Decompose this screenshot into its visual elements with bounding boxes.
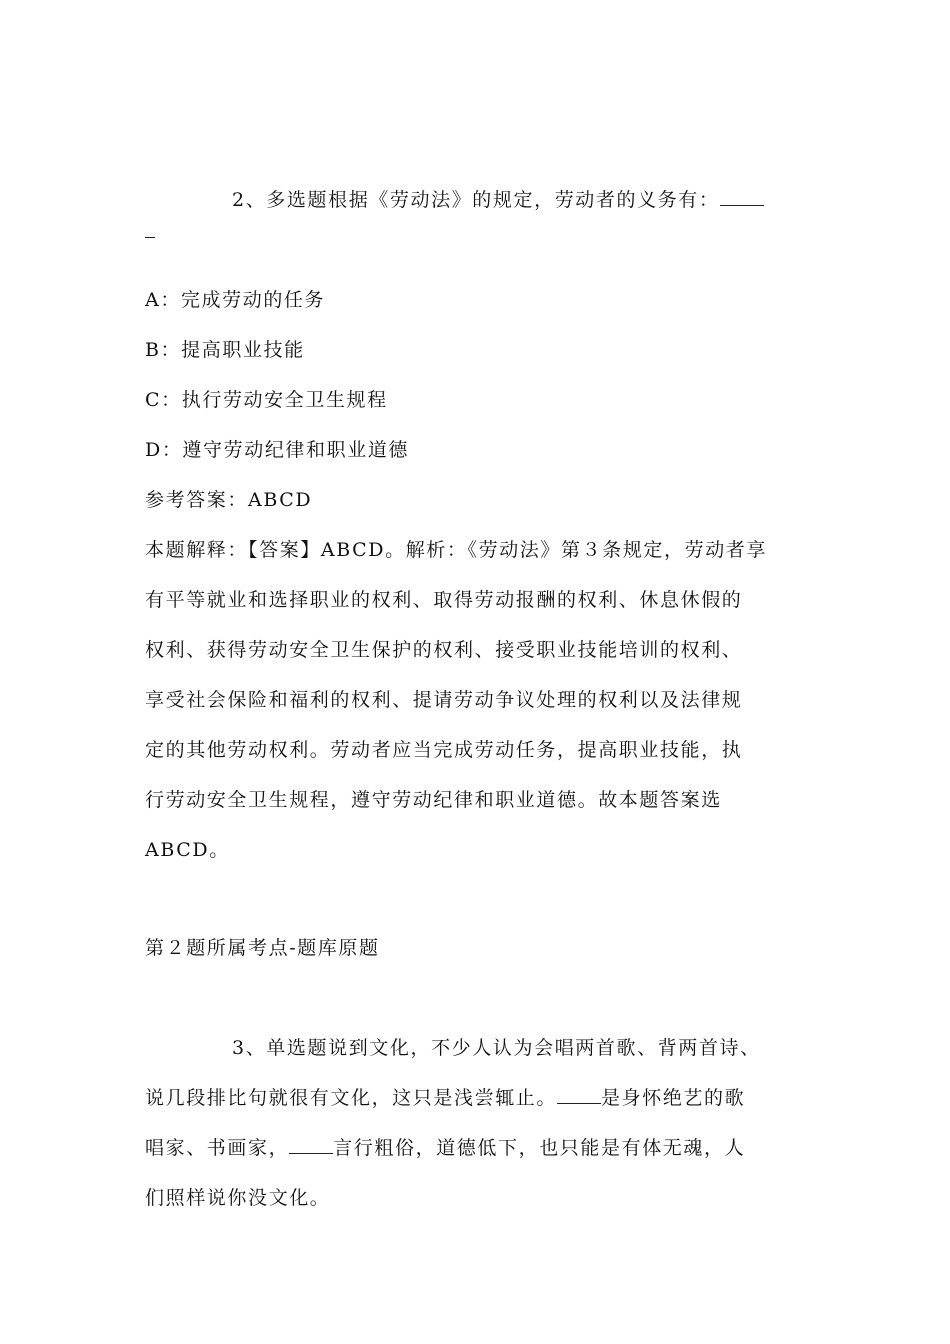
option-d: D：遵守劳动纪律和职业道德 bbox=[145, 439, 410, 461]
question-2-stem-text: 2、多选题根据《劳动法》的规定，劳动者的义务有： bbox=[232, 189, 720, 211]
answer-blank bbox=[289, 1139, 333, 1154]
question-3-text: 言行粗俗，道德低下，也只能是有体无魂，人 bbox=[333, 1137, 746, 1159]
explanation-line: ABCD。 bbox=[145, 839, 230, 861]
question-3-stem: 3、单选题说到文化，不少人认为会唱两首歌、背两首诗、 bbox=[232, 1037, 761, 1059]
explanation-line: 本题解释：【答案】ABCD。解析：《劳动法》第３条规定，劳动者享 bbox=[145, 539, 768, 561]
question-3-text: 说几段排比句就很有文化，这只是浅尝辄止。 bbox=[145, 1087, 558, 1109]
question-3-line-3 bbox=[145, 1136, 805, 1160]
answer-blank bbox=[557, 1089, 601, 1104]
question-3-line-4: 们照样说你没文化。 bbox=[145, 1187, 331, 1209]
explanation-line: 行劳动安全卫生规程，遵守劳动纪律和职业道德。故本题答案选 bbox=[145, 789, 722, 811]
reference-answer: 参考答案：ABCD bbox=[145, 489, 313, 511]
question-2-stem-continuation bbox=[145, 220, 805, 244]
option-a: A：完成劳动的任务 bbox=[145, 289, 326, 311]
option-b: B：提高职业技能 bbox=[145, 339, 305, 361]
topic-label: 第２题所属考点-题库原题 bbox=[145, 937, 380, 959]
answer-blank-tail bbox=[145, 223, 155, 238]
question-3-text: 唱家、书画家， bbox=[145, 1137, 290, 1159]
question-3-text: 是身怀绝艺的歌 bbox=[601, 1087, 746, 1109]
explanation-line: 权利、获得劳动安全卫生保护的权利、接受职业技能培训的权利、 bbox=[145, 639, 743, 661]
option-c: C：执行劳动安全卫生规程 bbox=[145, 389, 388, 411]
question-3-line-2 bbox=[145, 1086, 805, 1110]
explanation-line: 有平等就业和选择职业的权利、取得劳动报酬的权利、休息休假的 bbox=[145, 589, 743, 611]
explanation-line: 定的其他劳动权利。劳动者应当完成劳动任务，提高职业技能，执 bbox=[145, 739, 743, 761]
question-2-stem bbox=[232, 188, 806, 212]
answer-blank bbox=[720, 191, 764, 206]
explanation-line: 享受社会保险和福利的权利、提请劳动争议处理的权利以及法律规 bbox=[145, 689, 743, 711]
